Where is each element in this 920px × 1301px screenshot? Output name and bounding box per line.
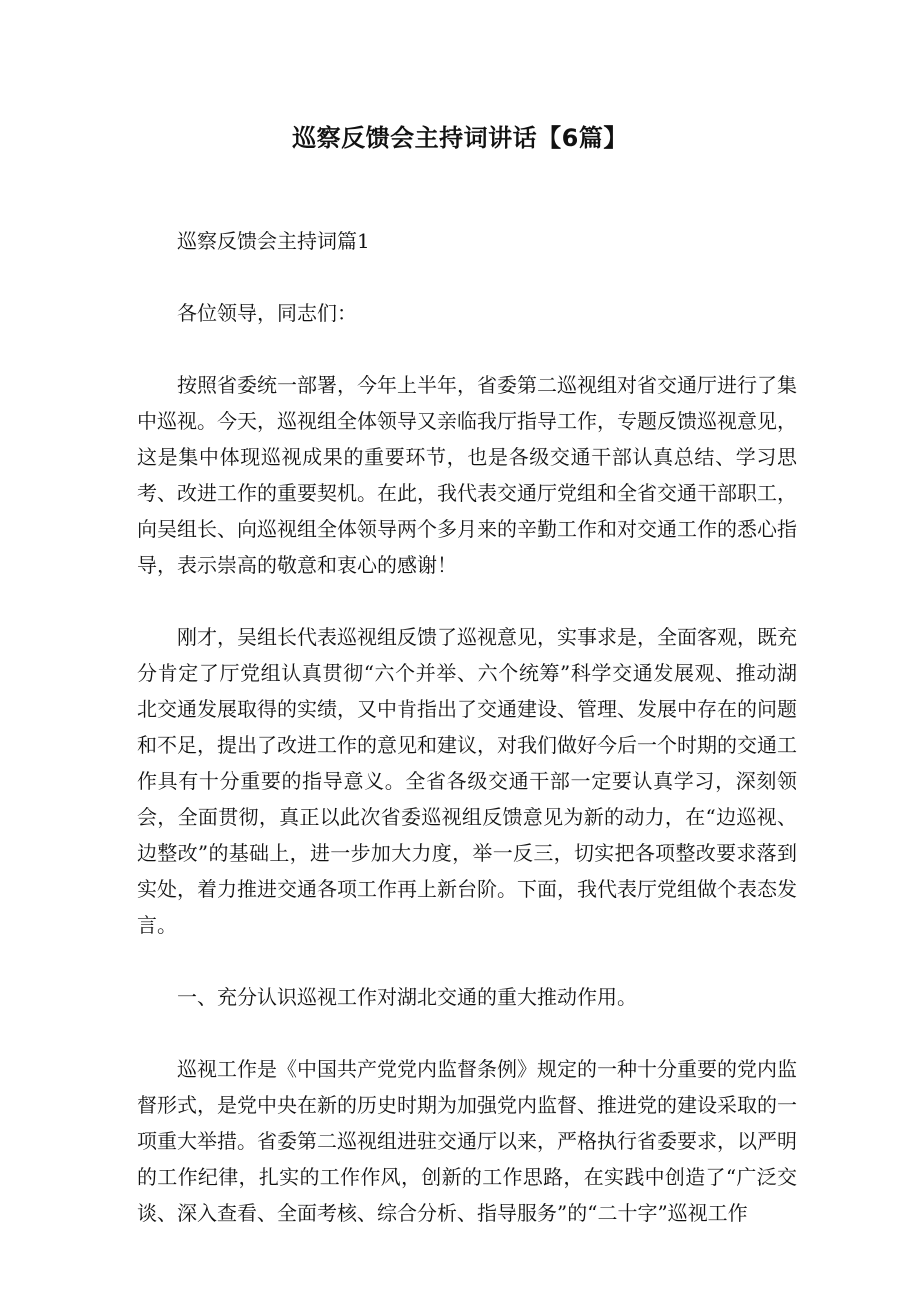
salutation: 各位领导，同志们：	[177, 301, 357, 325]
body-paragraph: 巡视工作是《中国共产党党内监督条例》规定的一种十分重要的党内监督形式，是党中央在新的历史时期为加强党内监督、推进党的建设采取的一项重大举措。省委第二巡视组进驻交通厅以来，严格执行省委要求，以严明的工作纪律，扎实的工作作风，创新的工作思路，在实践中创造了“广泛交谈、深入查看、全面考核、综合分析、指导服务”的“二十字”巡视工作	[137, 1057, 797, 1225]
document-body	[137, 223, 797, 1231]
body-paragraph: 按照省委统一部署，今年上半年，省委第二巡视组对省交通厅进行了集中巡视。今天，巡视组全体领导又亲临我厅指导工作，专题反馈巡视意见，这是集中体现巡视成果的重要环节，也是各级交通干部认真总结、学习思考、改进工作的重要契机。在此，我代表交通厅党组和全省交通干部职工，向吴组长、向巡视组全体领导两个多月来的辛勤工作和对交通工作的悉心指导，表示崇高的敬意和衷心的感谢！	[137, 373, 797, 577]
body-paragraph: 刚才，吴组长代表巡视组反馈了巡视意见，实事求是，全面客观，既充分肯定了厅党组认真贯彻“六个并举、六个统筹”科学交通发展观、推动湖北交通发展取得的实绩，又中肯指出了交通建设、管理、发展中存在的问题和不足，提出了改进工作的意见和建议，对我们做好今后一个时期的交通工作具有十分重要的指导意义。全省各级交通干部一定要认真学习，深刻领会，全面贯彻，真正以此次省委巡视组反馈意见为新的动力，在“边巡视、边整改”的基础上，进一步加大力度，举一反三，切实把各项整改要求落到实处，着力推进交通各项工作再上新台阶。下面，我代表厅党组做个表态发言。	[137, 625, 797, 937]
document-title: 巡察反馈会主持词讲话【6篇】	[292, 124, 628, 152]
section-heading-one: 一、充分认识巡视工作对湖北交通的重大推动作用。	[177, 985, 637, 1009]
section-heading-part1: 巡察反馈会主持词篇1	[177, 229, 370, 253]
